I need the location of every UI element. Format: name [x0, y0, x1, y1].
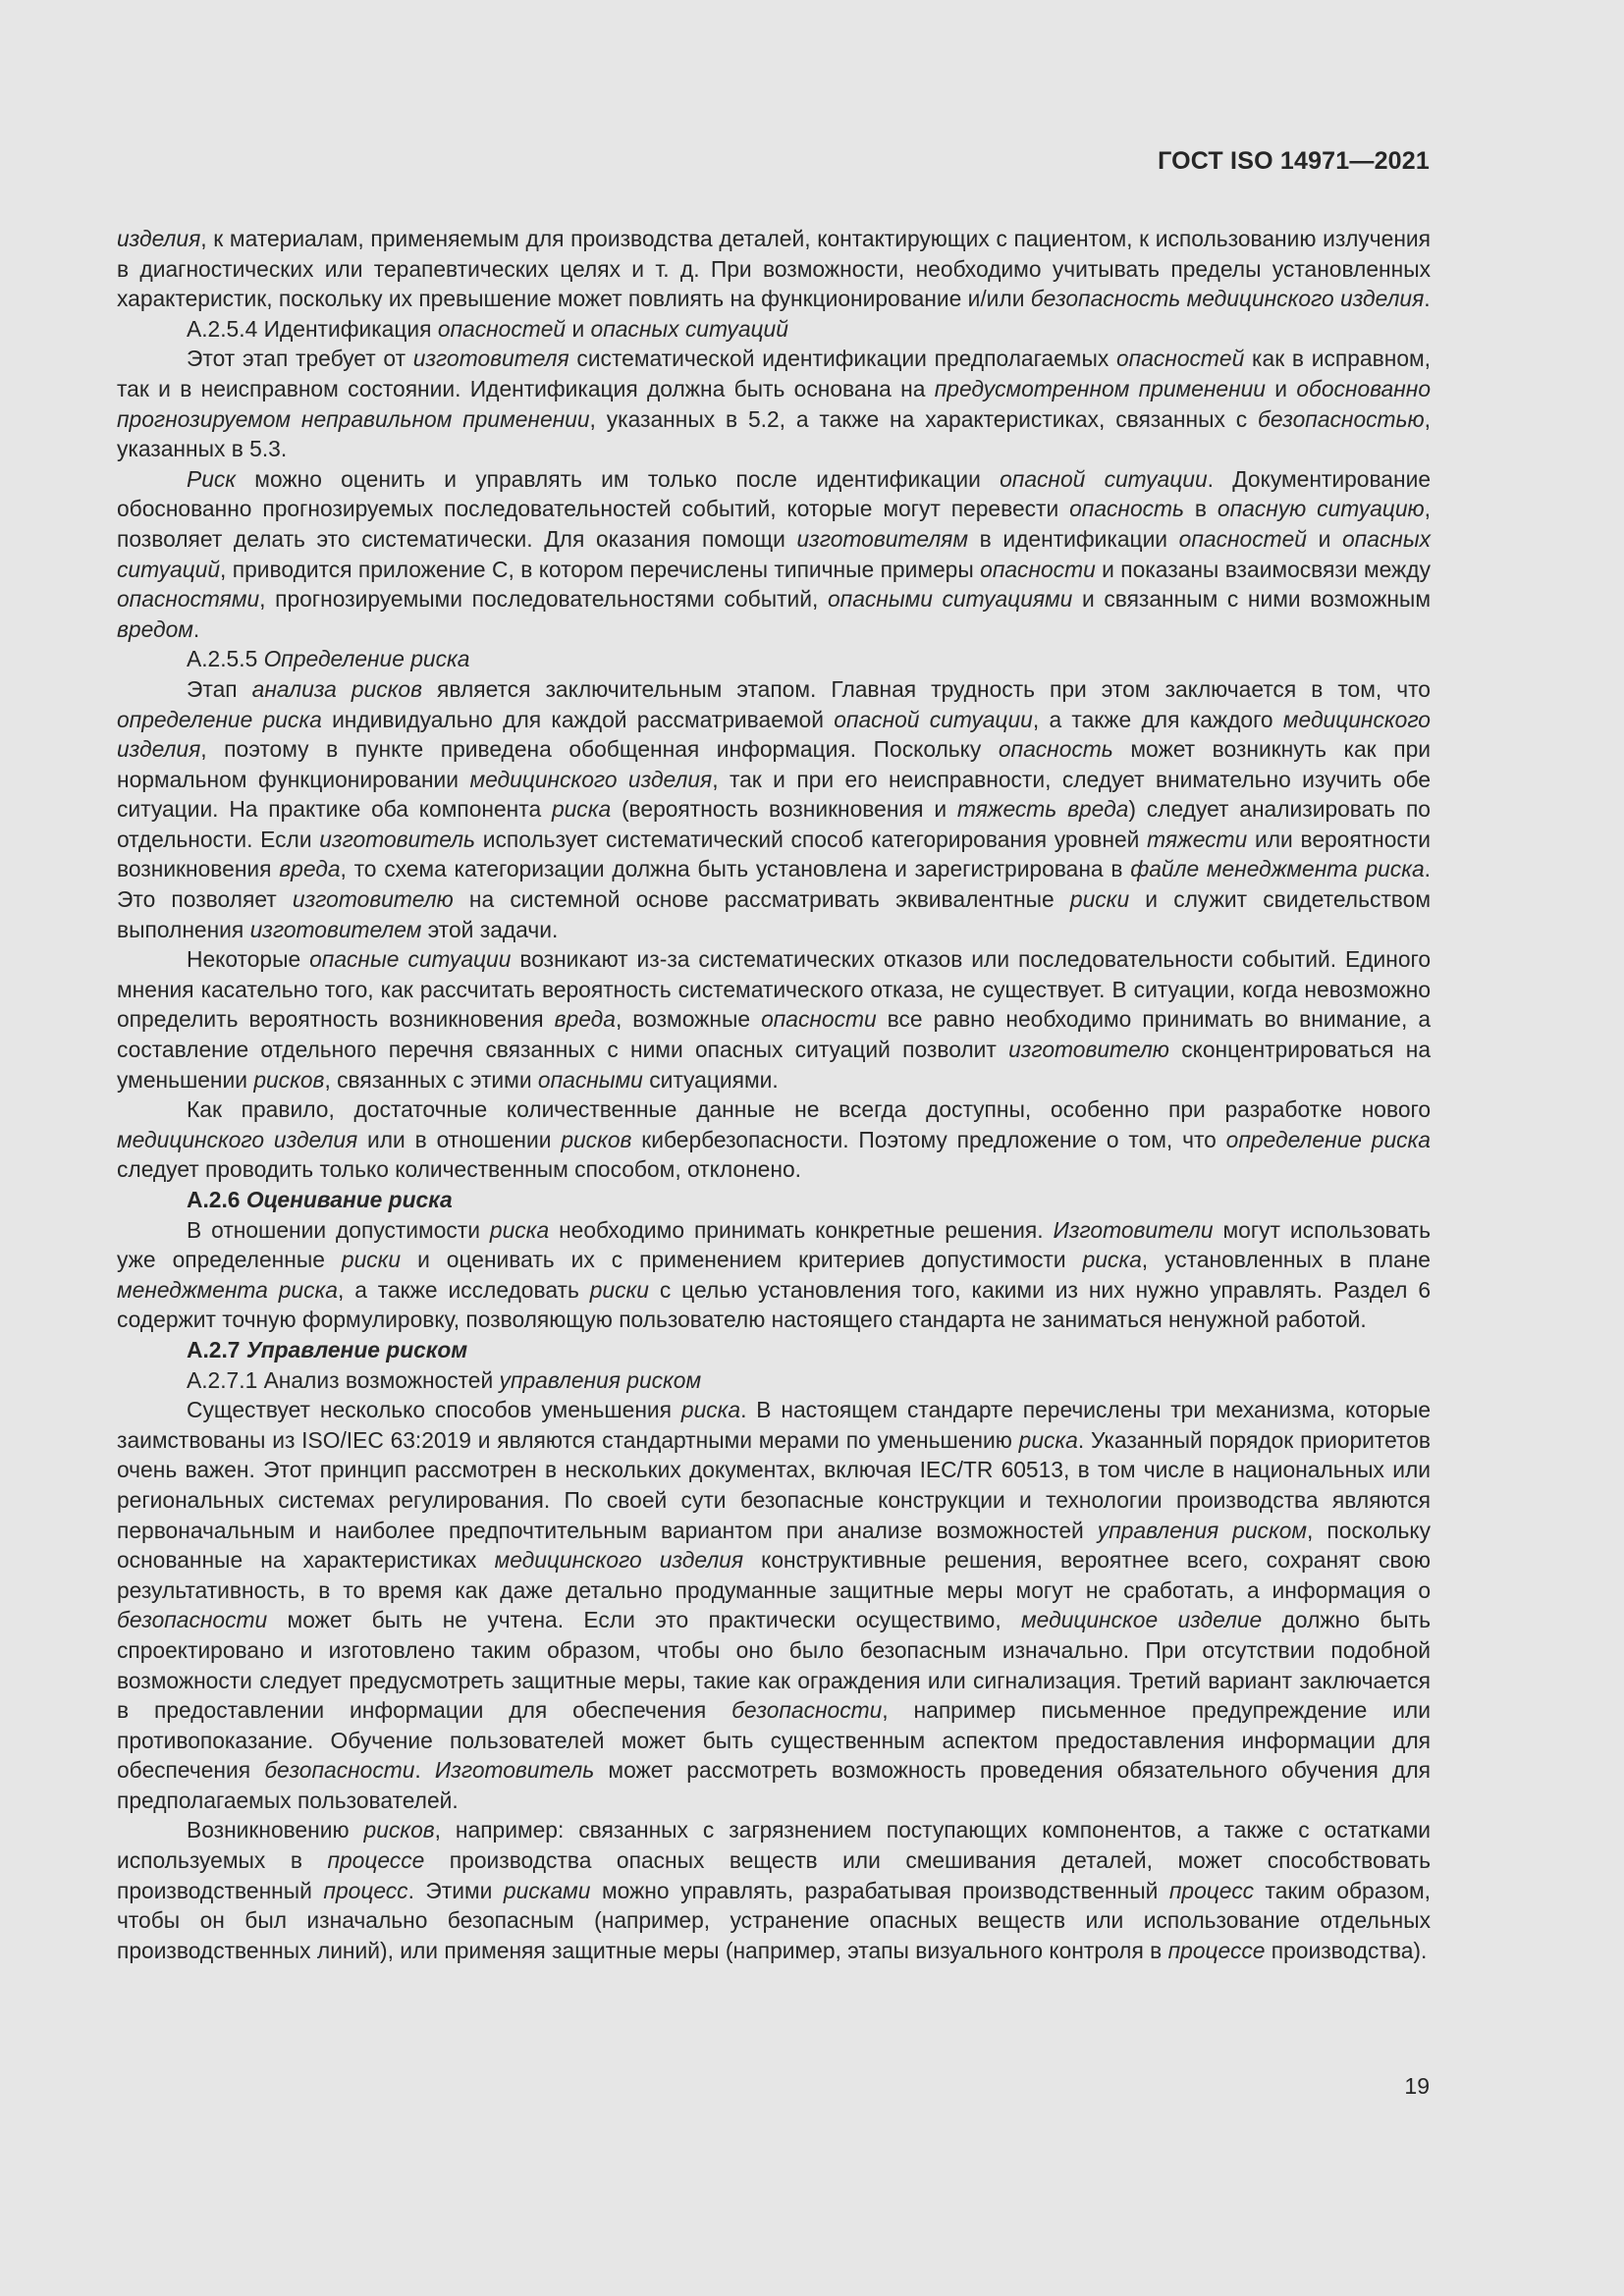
body-paragraph: Как правило, достаточные количественные данные не всегда доступны, особенно при разработке нового медицинского изделия или в отношении рисков кибербезопасности. Поэтому предложение о том, что определение риска следует проводить только количественным способом, отклонено. — [117, 1096, 1431, 1183]
body-paragraph: Возникновению рисков, например: связанных с загрязнением поступающих компонентов, а также с остатками используемых в процессе производства опасных веществ или смешивания деталей, может способствовать производственный процесс. Этими рисками можно управлять, разрабатывая производственный процесс таким образом, чтобы он был изначально безопасным (например, устранение опасных веществ или использование отдельных производственных линий), или применяя защитные меры (например, этапы визуального контроля в процессе производства). — [117, 1817, 1432, 1963]
body-paragraph: Существует несколько способов уменьшения риска. В настоящем стандарте перечислены три механизма, которые заимствованы из ISO/IEC 63:2019 и являются стандартными мерами по уменьшению риска. Указанный порядок приоритетов очень важен. Этот принцип рассмотрен в нескольких документах, включая IEC/TR 60513, в том числе в национальных или региональных системах регулирования. По своей сути безопасные конструкции и технологии производства являются первоначальным и наиболее предпочтительным вариантом при анализе возможностей управления риском, поскольку основанные на характеристиках медицинского изделия конструктивные решения, вероятнее всего, сохранят свою результативность, в то время как даже детально продуманные защитные меры могут не сработать, а информация о безопасности может быть не учтена. Если это практически осуществимо, медицинское изделие должно быть спроектировано и изготовлено таким образом, чтобы оно было безопасным изначально. При отсутствии подобной возможности следует предусмотреть защитные меры, такие как ограждения или сигнализация. Третий вариант заключается в предоставлении информации для обеспечения безопасности, например письменное предупреждение или противопоказание. Обучение пользователей может быть существенным аспектом предоставления информации для обеспечения безопасности. Изготовитель может рассмотреть возможность проведения обязательного обучения для предполагаемых пользователей. — [117, 1397, 1432, 1813]
body-paragraph: Этап анализа рисков является заключительным этапом. Главная трудность при этом заключается в том, что определение риска индивидуально для каждой рассматриваемой опасной ситуации, а также для каждого медицинского изделия, поэтому в пункте приведена обобщенная информация. Поскольку опасность может возникнуть как при нормальном функционировании медицинского изделия, так и при его неисправности, следует внимательно изучить обе ситуации. На практике оба компонента риска (вероятность возникновения и тяжесть вреда) следует анализировать по отдельности. Если изготовитель использует систематический способ категорирования уровней тяжести или вероятности возникновения вреда, то схема категоризации должна быть установлена и зарегистрирована в файле менеджмента риска. Это позволяет изготовителю на системной основе рассматривать эквивалентные риски и служит свидетельством выполнения изготовителем этой задачи. — [117, 675, 1432, 942]
body-paragraph: Риск можно оценить и управлять им только после идентификации опасной ситуации. Документирование обоснованно прогнозируемых последовательностей событий, которые могут перевести опасность в опасную ситуацию, позволяет делать это систематически. Для оказания помощи изготовителям в идентификации опасностей и опасных ситуаций, приводится приложение С, в котором перечислены типичные примеры опасности и показаны взаимосвязи между опасностями, прогнозируемыми последовательностями событий, опасными ситуациями и связанным с ними возможным вредом. — [117, 465, 1432, 642]
section-heading-a-2-7-1: А.2.7.1 Анализ возможностей управления риском — [187, 1366, 702, 1393]
section-heading-a-2-7: А.2.7 Управление риском — [187, 1336, 468, 1362]
body-paragraph: Некоторые опасные ситуации возникают из-за систематических отказов или последовательности событий. Единого мнения касательно того, как рассчитать вероятность систематического отказа, не существует. В ситуации, когда невозможно определить вероятность возникновения вреда, возможные опасности все равно необходимо принимать во внимание, а составление отдельного перечня связанных с ними опасных ситуаций позволит изготовителю сконцентрироваться на уменьшении рисков, связанных с этими опасными ситуациями. — [117, 946, 1431, 1093]
body-paragraph: изделия, к материалам, применяемым для производства деталей, контактирующих с пациентом, к использованию излучения в диагностических или терапевтических целях и т. д. При возможности, необходимо учитывать пределы установленных характеристик, поскольку их превышение может повлиять на функционирование и/или безопасность медицинского изделия. — [117, 226, 1431, 312]
document-body — [117, 224, 1431, 1965]
section-heading-a-2-6: А.2.6 Оценивание риска — [187, 1187, 453, 1212]
section-heading-a-2-5-4: А.2.5.4 Идентификация опасностей и опасных ситуаций — [187, 315, 788, 342]
page-number: 19 — [1404, 2073, 1430, 2099]
document-header: ГОСТ ISO 14971—2021 — [1158, 147, 1430, 175]
section-heading-a-2-5-5: А.2.5.5 Определение риска — [187, 646, 470, 672]
body-paragraph: В отношении допустимости риска необходимо принимать конкретные решения. Изготовители могут использовать уже определенные риски и оценивать их с применением критериев допустимости риска, установленных в плане менеджмента риска, а также исследовать риски с целью установления того, какими из них нужно управлять. Раздел 6 содержит точную формулировку, позволяющую пользователю настоящего стандарта не заниматься ненужной работой. — [117, 1216, 1431, 1333]
body-paragraph: Этот этап требует от изготовителя систематической идентификации предполагаемых опасностей как в исправном, так и в неисправном состоянии. Идентификация должна быть основана на предусмотренном применении и обоснованно прогнозируемом неправильном применении, указанных в 5.2, а также на характеристиках, связанных с безопасностью, указанных в 5.3. — [117, 346, 1432, 462]
